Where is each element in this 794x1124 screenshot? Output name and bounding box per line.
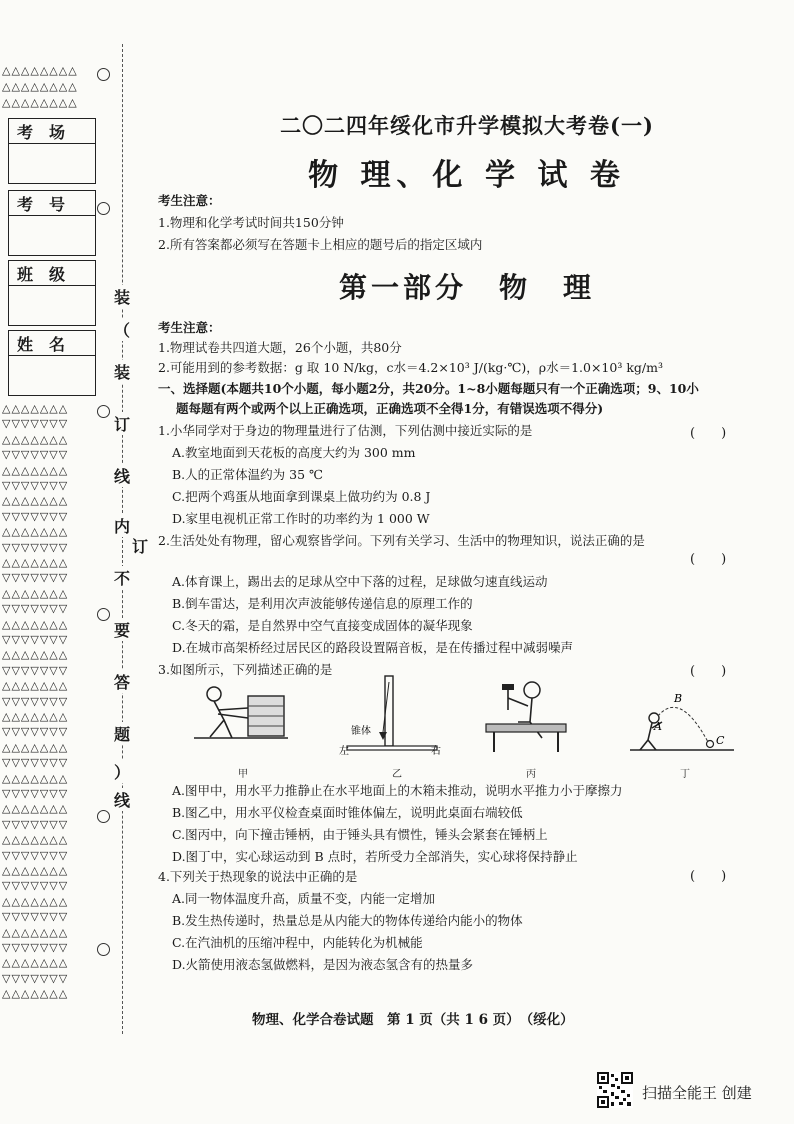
field-label: 姓 名	[9, 331, 95, 356]
binding-char: 题	[112, 722, 132, 745]
figure-label: 左	[339, 746, 349, 756]
question-option: A.教室地面到天花板的高度大约为 300 mm	[172, 445, 416, 460]
triangle-pattern: △△△△△△△	[2, 617, 69, 631]
binding-char: 内	[112, 514, 132, 537]
page-footer: 物理、化学合卷试题 第 1 页（共 1 6 页） （绥化）	[252, 1012, 574, 1028]
subject-title: 物 理、化 学 试 卷	[308, 158, 626, 193]
question-option: D.在城市高架桥经过居民区的路段设置隔音板，是在传播过程中减弱噪声	[172, 640, 574, 655]
triangle-pattern: △△△△△△△	[2, 956, 69, 970]
binding-hole-icon	[97, 405, 110, 418]
question-option: A.同一物体温度升高，质量不变，内能一定增加	[172, 891, 436, 906]
notice-item: 2.所有答案都必须写在答题卡上相应的题号后的指定区域内	[158, 237, 483, 252]
answer-blank[interactable]: ( )	[690, 869, 727, 884]
triangle-pattern: △△△△△△△	[2, 432, 69, 446]
binding-char: 线	[112, 464, 132, 487]
binding-char: 订	[112, 412, 132, 435]
triangle-pattern: △△△△△△△	[2, 402, 69, 415]
question-option: B.倒车雷达，是利用次声波能够传递信息的原理工作的	[172, 596, 473, 611]
triangle-pattern: △△△△△△△	[2, 679, 69, 693]
question-option: D.火箭使用液态氢做燃料，是因为液态氢含有的热量多	[172, 957, 474, 972]
figure-point: B	[674, 692, 683, 705]
triangle-pattern: ▽▽▽▽▽▽▽	[2, 971, 69, 985]
binding-hole-icon	[97, 202, 110, 215]
triangle-pattern: △△△△△△△	[2, 525, 69, 539]
figure-point: A	[654, 720, 662, 733]
triangle-pattern: △△△△△△△	[2, 894, 69, 908]
part-title: 第一部分 物 理	[338, 271, 595, 304]
triangle-pattern: △△△△△△△	[2, 556, 69, 569]
triangle-pattern: △△△△△△△	[2, 802, 69, 816]
notice-heading: 考生注意：	[158, 193, 221, 208]
triangle-pattern: △△△△△△△	[2, 987, 69, 1001]
triangle-pattern: ▽▽▽▽▽▽▽	[2, 509, 69, 523]
figure-point: C	[716, 734, 725, 747]
binding-char: 装	[112, 285, 132, 308]
question-option: D.图丁中，实心球运动到 B 点时，若所受力全部消失，实心球将保持静止	[172, 849, 578, 864]
figure-caption: 丙	[526, 769, 536, 780]
exam-title: 二〇二四年绥化市升学模拟大考卷(一)	[280, 113, 654, 138]
binding-char: 要	[112, 618, 132, 641]
question-option: B.发生热传递时，热量总是从内能大的物体传递给内能小的物体	[172, 913, 523, 928]
binding-char: （	[112, 318, 132, 341]
question-stem: 4.下列关于热现象的说法中正确的是	[158, 869, 358, 884]
field-exam-room[interactable]	[8, 118, 96, 184]
question-option: A.图甲中，用水平力推静止在水平地面上的木箱未推动，说明水平推力小于摩擦力	[172, 783, 623, 798]
figure-caption: 乙	[392, 769, 402, 780]
notice-item: 1.物理和化学考试时间共150分钟	[158, 215, 344, 230]
question-stem: 3.如图所示，下列描述正确的是	[158, 662, 333, 677]
binding-hole-icon	[97, 943, 110, 956]
binding-line	[122, 44, 123, 1034]
answer-blank[interactable]: ( )	[690, 664, 727, 679]
triangle-pattern: ▽▽▽▽▽▽▽	[2, 941, 69, 954]
section-instructions: 一、选择题(本题共10个小题，每小题2分，共20分。1~8小题每题只有一个正确选项；9、10小	[158, 381, 699, 396]
binding-hole-icon	[97, 68, 110, 81]
field-label: 考 号	[9, 191, 95, 216]
binding-char: 装	[112, 360, 132, 383]
figure-ding	[628, 692, 738, 756]
question-option: A.体育课上，踢出去的足球从空中下落的过程，足球做匀速直线运动	[172, 574, 548, 589]
triangle-pattern: ▽▽▽▽▽▽▽	[2, 571, 69, 585]
figure-label: 锥体	[351, 726, 371, 737]
triangle-pattern: △△△△△△△	[2, 833, 69, 847]
question-stem: 2.生活处处有物理，留心观察皆学问。下列有关学习、生活中的物理知识，说法正确的是	[158, 533, 645, 548]
question-option: C.在汽油机的压缩冲程中，内能转化为机械能	[172, 935, 423, 950]
triangle-pattern: ▽▽▽▽▽▽▽	[2, 602, 69, 616]
figure-caption: 丁	[680, 769, 690, 780]
notice-item: 1.物理试卷共四道大题，26个小题，共80分	[158, 340, 402, 355]
binding-char: ）	[112, 760, 132, 783]
triangle-pattern: △△△△△△△	[2, 586, 69, 600]
triangle-pattern: ▽▽▽▽▽▽▽	[2, 540, 69, 554]
question-option: B.人的正常体温约为 35 ℃	[172, 467, 323, 482]
triangle-pattern: △△△△△△△	[2, 494, 69, 508]
triangle-pattern: ▽▽▽▽▽▽▽	[2, 694, 69, 708]
notice-heading: 考生注意：	[158, 320, 221, 335]
triangle-pattern: △△△△△△△	[2, 740, 69, 754]
triangle-pattern: ▽▽▽▽▽▽▽	[2, 817, 69, 831]
triangle-pattern: △△△△△△△	[2, 925, 69, 939]
figure-yi	[335, 674, 445, 756]
field-label: 班 级	[9, 261, 95, 286]
field-name[interactable]	[8, 330, 96, 396]
triangle-pattern: ▽▽▽▽▽▽▽	[2, 910, 69, 924]
triangle-pattern: △△△△△△△	[2, 463, 69, 477]
figure-bing	[482, 678, 572, 758]
triangle-pattern: △△△△△△△	[2, 771, 69, 785]
triangle-pattern: △△△△△△△△	[2, 80, 78, 93]
field-class[interactable]	[8, 260, 96, 326]
answer-blank[interactable]: ( )	[690, 552, 727, 567]
triangle-pattern: ▽▽▽▽▽▽▽	[2, 448, 69, 462]
question-option: C.图丙中，向下撞击锤柄，由于锤头具有惯性，锤头会紧套在锤柄上	[172, 827, 548, 842]
triangle-pattern: ▽▽▽▽▽▽▽	[2, 756, 69, 770]
section-instructions: 题每题有两个或两个以上正确选项，正确选项不全得1分，有错误选项不得分)	[176, 401, 604, 416]
figure-label: 右	[431, 746, 441, 756]
triangle-pattern: △△△△△△△	[2, 648, 69, 662]
triangle-pattern: △△△△△△△△	[2, 64, 78, 77]
notice-item: 2.可能用到的参考数据：g 取 10 N/kg，c水＝4.2×10³ J/(kg·℃)，ρ水＝1.0×10³ kg/m³	[158, 360, 663, 375]
question-option: C.把两个鸡蛋从地面拿到课桌上做功约为 0.8 J	[172, 489, 431, 504]
triangle-pattern: ▽▽▽▽▽▽▽	[2, 725, 69, 739]
scanner-watermark: 扫描全能王 创建	[642, 1084, 752, 1102]
triangle-pattern: ▽▽▽▽▽▽▽	[2, 417, 69, 431]
triangle-pattern: ▽▽▽▽▽▽▽	[2, 787, 69, 800]
binding-hole-icon	[97, 810, 110, 823]
triangle-pattern: △△△△△△△△	[2, 96, 78, 109]
triangle-pattern: △△△△△△△	[2, 864, 69, 877]
binding-char: 线	[112, 788, 132, 811]
question-option: D.家里电视机正常工作时的功率约为 1 000 W	[172, 511, 430, 526]
answer-blank[interactable]: ( )	[690, 426, 727, 441]
triangle-pattern: ▽▽▽▽▽▽▽	[2, 479, 69, 492]
triangle-pattern: ▽▽▽▽▽▽▽	[2, 848, 69, 862]
field-label: 考 场	[9, 119, 95, 144]
question-option: C.冬天的霜，是自然界中空气直接变成固体的凝华现象	[172, 618, 473, 633]
binding-char: 订	[130, 534, 150, 557]
binding-hole-icon	[97, 608, 110, 621]
field-exam-number[interactable]	[8, 190, 96, 256]
figure-jia	[190, 682, 290, 748]
question-option: B.图乙中，用水平仪检查桌面时锥体偏左，说明此桌面右端较低	[172, 805, 523, 820]
triangle-pattern: △△△△△△△	[2, 710, 69, 723]
binding-char: 不	[112, 566, 132, 589]
binding-char: 答	[112, 670, 132, 693]
triangle-pattern: ▽▽▽▽▽▽▽	[2, 879, 69, 893]
triangle-pattern: ▽▽▽▽▽▽▽	[2, 663, 69, 677]
triangle-pattern: ▽▽▽▽▽▽▽	[2, 633, 69, 646]
question-stem: 1.小华同学对于身边的物理量进行了估测，下列估测中接近实际的是	[158, 423, 533, 438]
qr-code-icon	[597, 1072, 633, 1108]
figure-caption: 甲	[238, 769, 248, 780]
